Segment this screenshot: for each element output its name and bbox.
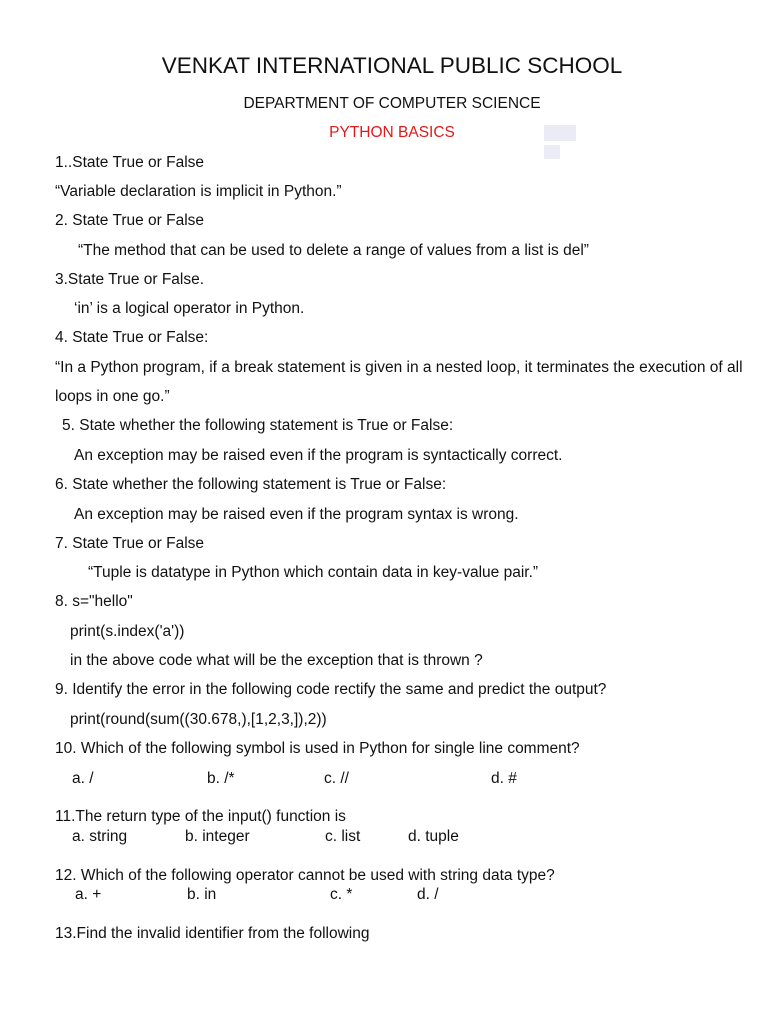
q5-statement: An exception may be raised even if the program is syntactically correct. [74, 447, 563, 464]
decorative-mark [544, 125, 576, 141]
decorative-mark [544, 145, 560, 159]
q11-option-a: a. string [72, 828, 128, 845]
q12-option-b: b. in [187, 886, 217, 903]
q1-statement: “Variable declaration is implicit in Python.” [55, 183, 342, 200]
q8-code: print(s.index('a')) [70, 623, 185, 640]
q10-option-b: b. /* [207, 770, 235, 787]
q2-prompt: 2. State True or False [55, 212, 205, 229]
q6-statement: An exception may be raised even if the program syntax is wrong. [74, 506, 519, 523]
q3-statement: ‘in’ is a logical operator in Python. [74, 300, 305, 317]
q11-option-c: c. list [325, 828, 361, 845]
q1-prompt: 1..State True or False [55, 154, 205, 171]
q12-option-d: d. / [417, 886, 439, 903]
q12-prompt: 12. Which of the following operator cannot be used with string data type? [55, 867, 555, 884]
q13-prompt: 13.Find the invalid identifier from the following [55, 925, 370, 942]
q10-option-c: c. // [324, 770, 349, 787]
q4-statement-line1: “In a Python program, if a break statement is given in a nested loop, it terminates the execution of all [55, 359, 743, 376]
q11-prompt: 11.The return type of the input() function is [55, 808, 346, 825]
q8-prompt: 8. s="hello" [55, 593, 133, 610]
q10-option-a: a. / [72, 770, 94, 787]
q7-statement: “Tuple is datatype in Python which contain data in key-value pair.” [88, 564, 539, 581]
q2-statement: “The method that can be used to delete a range of values from a list is del” [78, 242, 589, 259]
q10-option-d: d. # [491, 770, 517, 787]
q11-option-d: d. tuple [408, 828, 459, 845]
q12-option-c: c. * [330, 886, 353, 903]
q3-prompt: 3.State True or False. [55, 271, 205, 288]
department-title: DEPARTMENT OF COMPUTER SCIENCE [243, 95, 541, 112]
q10-prompt: 10. Which of the following symbol is used in Python for single line comment? [55, 740, 580, 757]
q9-code: print(round(sum((30.678,),[1,2,3,]),2)) [70, 711, 327, 728]
q12-option-a: a. + [75, 886, 102, 903]
q8-ask: in the above code what will be the exception that is thrown ? [70, 652, 483, 669]
q4-prompt: 4. State True or False: [55, 329, 209, 346]
school-title: VENKAT INTERNATIONAL PUBLIC SCHOOL [161, 53, 623, 78]
q11-option-b: b. integer [185, 828, 250, 845]
q4-statement-line2: loops in one go.” [55, 388, 170, 405]
q5-prompt: 5. State whether the following statement is True or False: [62, 417, 454, 434]
q7-prompt: 7. State True or False [55, 535, 205, 552]
q9-prompt: 9. Identify the error in the following code rectify the same and predict the output? [55, 681, 607, 698]
subject-title: PYTHON BASICS [329, 124, 455, 141]
q6-prompt: 6. State whether the following statement is True or False: [55, 476, 447, 493]
